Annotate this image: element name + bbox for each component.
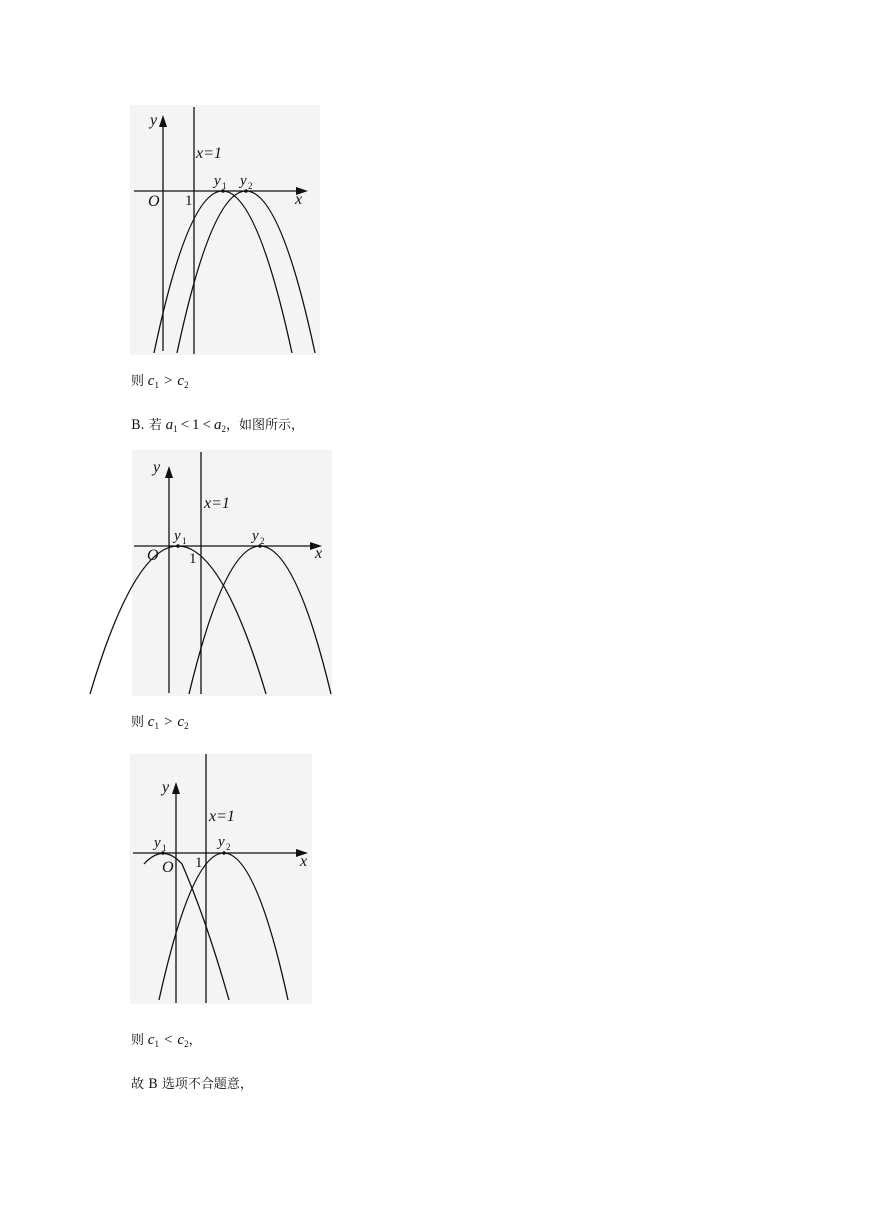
y-axis-label: y: [150, 112, 158, 129]
figure-background: [130, 105, 320, 355]
vertex-label-1-sub: 1: [222, 181, 227, 191]
math-c1: $c_1$: [147, 1032, 159, 1049]
text-line-1: [131, 370, 189, 390]
figure-2-graph: [132, 450, 332, 696]
vertex-label-2: y: [252, 528, 259, 544]
text-suffix: ，如图所示，: [226, 418, 305, 433]
figure-3-graph: [130, 754, 312, 1004]
vertex-label-2: y: [240, 173, 247, 189]
figure-1-graph: [130, 105, 320, 355]
math-c1: $c_1$: [147, 373, 159, 390]
math-op: >: [163, 373, 173, 389]
figure-2: [132, 450, 332, 696]
figure-1: [130, 105, 320, 355]
text-prefix: 则: [131, 1033, 145, 1048]
text-suffix: ，: [188, 1033, 202, 1048]
math-op: <: [163, 1032, 173, 1048]
text-line-3: [131, 1029, 202, 1049]
math-op-1: <: [180, 417, 190, 433]
vertex-label-2-sub: 2: [226, 842, 231, 852]
vertex-label-2-sub: 2: [248, 181, 253, 191]
origin-label: O: [162, 859, 174, 876]
origin-label: O: [147, 547, 159, 564]
text-prefix: 则: [131, 374, 145, 389]
math-c2: $c_2$: [177, 714, 189, 731]
vertex-label-1-sub: 1: [182, 536, 187, 546]
math-c1: $c_1$: [147, 714, 159, 731]
y-axis-label: y: [162, 779, 170, 796]
x-axis-label: x: [315, 545, 323, 562]
math-one: 1: [192, 417, 200, 433]
line-label: x=1: [209, 808, 235, 825]
vertex-label-1: y: [214, 173, 221, 189]
text-prefix: 则: [131, 715, 145, 730]
vertex-label-1: y: [154, 835, 161, 851]
math-op: >: [163, 714, 173, 730]
vertex-label-2-sub: 2: [260, 536, 265, 546]
tick-label-1: 1: [185, 193, 193, 209]
conclusion-text: 故 B 选项不合题意，: [131, 1077, 253, 1092]
math-c2: $c_2$: [177, 1032, 189, 1049]
origin-label: O: [148, 193, 160, 210]
text-line-option-b: [131, 414, 304, 434]
math-a2: $a_2$: [214, 417, 227, 434]
line-label: x=1: [196, 145, 222, 162]
x-axis-label: x: [300, 853, 308, 870]
figure-background: [132, 450, 332, 696]
tick-label-1: 1: [195, 855, 203, 871]
vertex-label-1-sub: 1: [162, 843, 167, 853]
vertex-point-1: [176, 544, 180, 548]
vertex-label-2: y: [218, 834, 225, 850]
text-prefix: B. 若: [131, 418, 162, 433]
math-c2: $c_2$: [177, 373, 189, 390]
vertex-label-1: y: [174, 528, 181, 544]
figure-3: [130, 754, 312, 1004]
math-a1: $a_1$: [165, 417, 178, 434]
x-axis-label: x: [295, 191, 303, 208]
math-op-2: <: [202, 417, 212, 433]
text-line-2: [131, 711, 189, 731]
y-axis-label: y: [153, 459, 161, 476]
figure-background: [130, 754, 312, 1004]
line-label: x=1: [204, 495, 230, 512]
tick-label-1: 1: [189, 551, 197, 567]
